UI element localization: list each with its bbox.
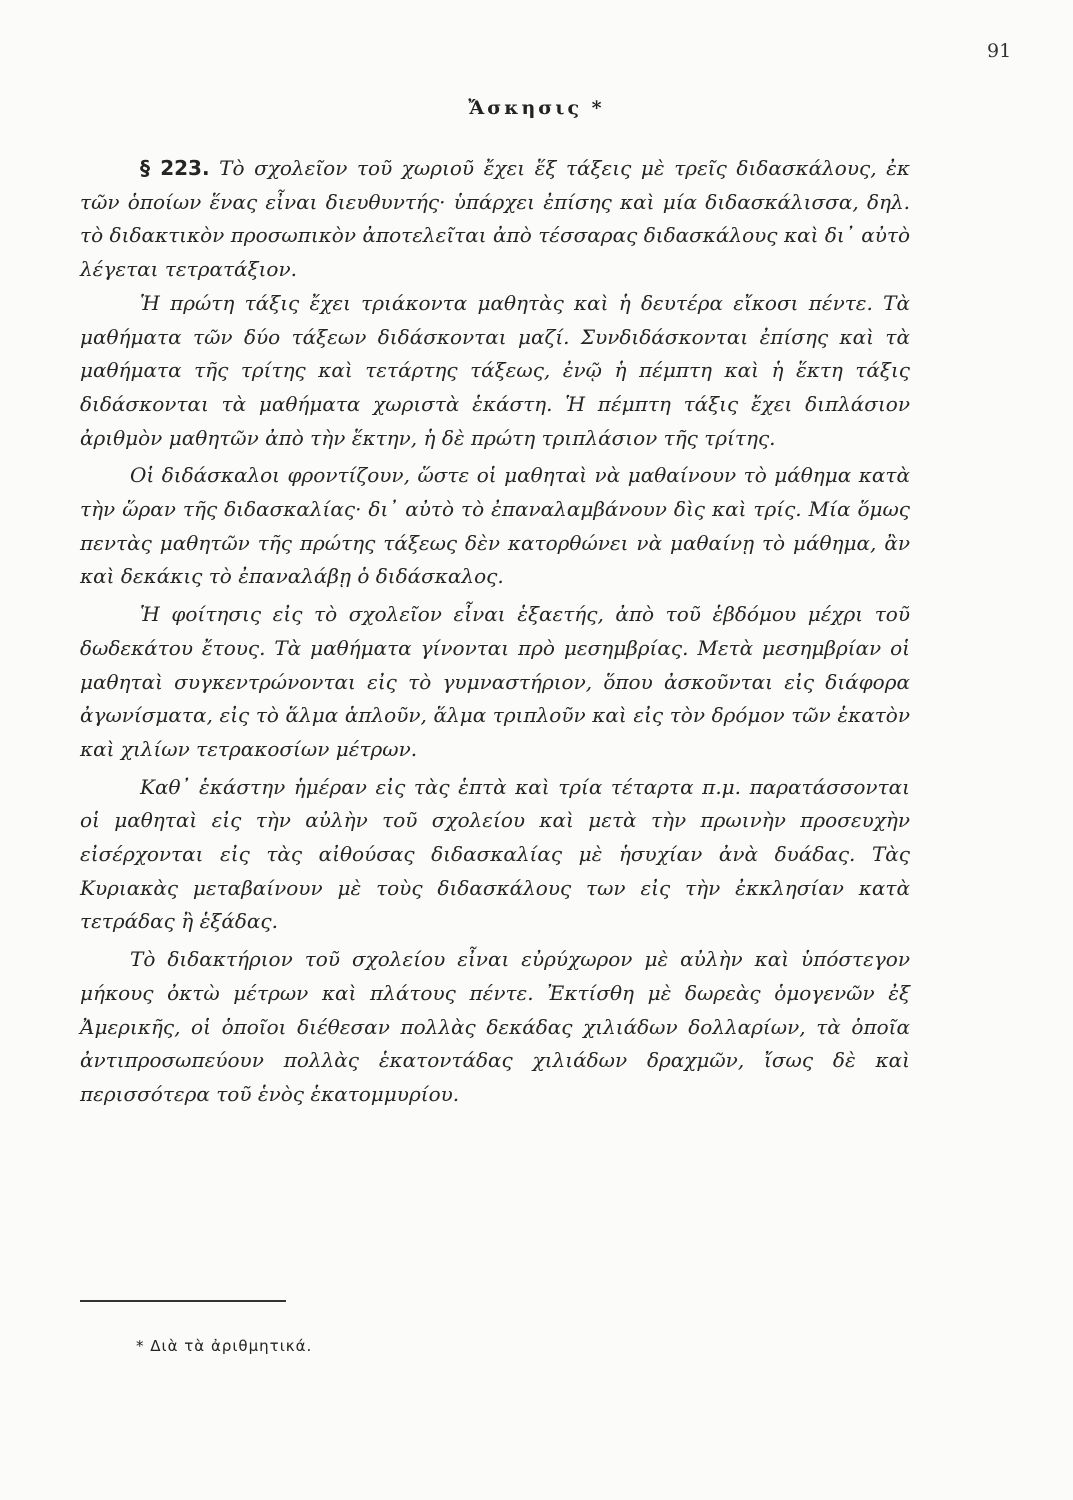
footnote: * Διὰ τὰ ἀριθμητικά. bbox=[136, 1337, 313, 1355]
footnote-rule bbox=[80, 1300, 286, 1302]
paragraph-2: Ἡ πρώτη τάξις ἔχει τριάκοντα μαθητὰς καὶ ἡ δευτέρα εἴκοσι πέντε. Τὰ μαθήματα τῶν δύο τάξεων διδάσκονται μαζί. Συνδιδάσκονται ἐπίσης καὶ τὰ μαθήματα τῆς τρίτης καὶ τετάρτης τάξεως, ἐνῷ ἡ πέμπτη καὶ ἡ ἕκτη τάξις διδάσκονται τὰ μαθήματα χωριστὰ ἑκάστη. Ἡ πέμπτη τάξις ἔχει διπλάσιον ἀριθμὸν μαθητῶν ἀπὸ τὴν ἕκτην, ἡ δὲ πρώτη τριπλάσιον τῆς τρίτης. bbox=[80, 290, 910, 450]
paragraph-1-text: Τὸ σχολεῖον τοῦ χωριοῦ ἔχει ἕξ τάξεις μὲ τρεῖς διδασκάλους, ἐκ τῶν ὁποίων ἕνας εἶναι διευθυντής· ὑπάρχει ἐπίσης καὶ μία διδασκάλισσα, δηλ. τὸ διδακτικὸν προσωπικὸν ἀποτελεῖται ἀπὸ τέσσαρας διδασκάλους καὶ δι᾿ αὐτὸ λέγεται τετρατάξιον. bbox=[80, 156, 910, 282]
section-title: Ἄσκησις * bbox=[468, 97, 605, 119]
exercise-body bbox=[80, 152, 910, 1112]
paragraph-5: Καθ᾿ ἑκάστην ἡμέραν εἰς τὰς ἑπτὰ καὶ τρία τέταρτα π.μ. παρατάσσονται οἱ μαθηταὶ εἰς τὴν αὐλὴν τοῦ σχολείου καὶ μετὰ τὴν πρωινὴν προσευχὴν εἰσέρχονται εἰς τὰς αἰθούσας διδασκαλίας μὲ ἡσυχίαν ἀνὰ δυάδας. Τὰς Κυριακὰς μεταβαίνουν μὲ τοὺς διδασκάλους των εἰς τὴν ἐκκλησίαν κατὰ τετράδας ἢ ἑξάδας. bbox=[80, 774, 910, 934]
page-number: 91 bbox=[987, 40, 1012, 62]
paragraph-6: Τὸ διδακτήριον τοῦ σχολείου εἶναι εὐρύχωρον μὲ αὐλὴν καὶ ὑπόστεγον μήκους ὀκτὼ μέτρων καὶ πλάτους πέντε. Ἐκτίσθη μὲ δωρεὰς ὁμογενῶν ἐξ Ἀμερικῆς, οἱ ὁποῖοι διέθεσαν πολλὰς δεκάδας χιλιάδων δολλαρίων, τὰ ὁποῖα ἀντιπροσωπεύουν πολλὰς ἑκατοντάδας χιλιάδων δραχμῶν, ἴσως δὲ καὶ περισσότερα τοῦ ἑνὸς ἑκατομμυρίου. bbox=[80, 947, 910, 1106]
paragraph-3: Οἱ διδάσκαλοι φροντίζουν, ὥστε οἱ μαθηταὶ νὰ μαθαίνουν τὸ μάθημα κατὰ τὴν ὥραν τῆς διδασκαλίας· δι᾿ αὐτὸ τὸ ἐπαναλαμβάνουν δὶς καὶ τρίς. Μία ὅμως πεντὰς μαθητῶν τῆς πρώτης τάξεως δὲν κατορθώνει νὰ μαθαίνῃ τὸ μάθημα, ἂν καὶ δεκάκις τὸ ἐπαναλάβῃ ὁ διδάσκαλος. bbox=[80, 463, 910, 589]
paragraph-1 bbox=[80, 152, 910, 287]
exercise-number: § 223. bbox=[140, 156, 210, 180]
paragraph-4: Ἡ φοίτησις εἰς τὸ σχολεῖον εἶναι ἑξαετής, ἀπὸ τοῦ ἑβδόμου μέχρι τοῦ δωδεκάτου ἔτους. Τὰ μαθήματα γίνονται πρὸ μεσημβρίας. Μετὰ μεσημβρίαν οἱ μαθηταὶ συγκεντρώνονται εἰς τὸ γυμναστήριον, ὅπου ἀσκοῦνται εἰς διάφορα ἀγωνίσματα, εἰς τὸ ἅλμα ἁπλοῦν, ἅλμα τριπλοῦν καὶ εἰς τὸν δρόμον τῶν ἑκατὸν καὶ χιλίων τετρακοσίων μέτρων. bbox=[80, 602, 910, 761]
